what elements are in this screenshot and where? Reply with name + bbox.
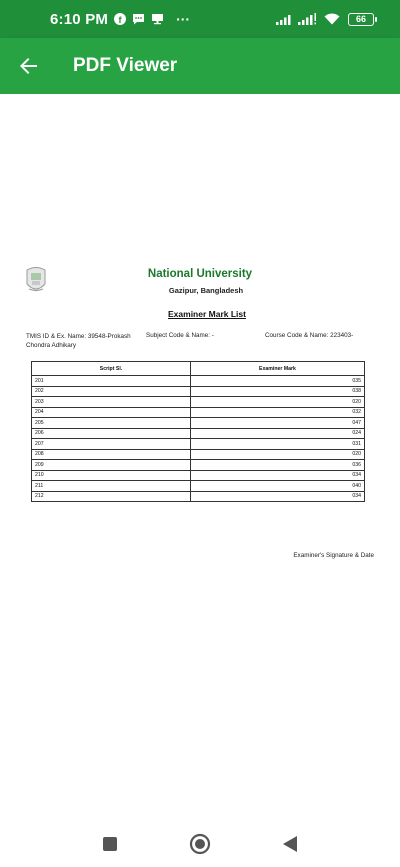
pdf-document[interactable] [0, 94, 400, 820]
table-row [32, 418, 365, 429]
mark-cell: 034 [191, 470, 365, 481]
table-row [32, 439, 365, 450]
mark-cell: 034 [191, 491, 365, 502]
signature-line: Examiner's Signature & Date [293, 552, 374, 559]
status-left [50, 11, 190, 28]
university-city: Gazipur, Bangladesh [168, 286, 244, 295]
script-cell: 207 [32, 439, 191, 450]
script-cell: 211 [32, 481, 191, 492]
tmis-info: TMIS ID & Ex. Name: 39548-Prokash Chondra Adhikary [26, 333, 131, 349]
mark-cell: 020 [191, 449, 365, 460]
signal-icon [298, 13, 318, 25]
university-name: National University [147, 268, 253, 280]
table-row [32, 386, 365, 397]
script-cell: 212 [32, 491, 191, 502]
table-row [32, 449, 365, 460]
script-cell: 205 [32, 418, 191, 429]
more-notifications: ··· [176, 11, 191, 27]
app-title: PDF Viewer [73, 55, 178, 76]
script-cell: 206 [32, 428, 191, 439]
mark-cell: 047 [191, 418, 365, 429]
script-cell: 210 [32, 470, 191, 481]
table-row [32, 491, 365, 502]
column-header-mark: Examiner Mark [191, 362, 365, 376]
script-cell: 208 [32, 449, 191, 460]
column-header-script: Script Sl. [32, 362, 191, 376]
table-row [32, 460, 365, 471]
recents-button[interactable] [98, 832, 122, 856]
script-cell: 202 [32, 386, 191, 397]
document-heading: Examiner Mark List [168, 309, 246, 319]
back-button[interactable] [0, 38, 58, 94]
script-cell: 203 [32, 397, 191, 408]
mark-cell: 035 [191, 376, 365, 387]
table-row [32, 407, 365, 418]
signal-icon [276, 13, 294, 25]
svg-text:f: f [118, 15, 122, 25]
mark-cell: 020 [191, 397, 365, 408]
table-header-row [32, 362, 365, 376]
status-bar [0, 0, 400, 38]
square-icon [102, 836, 118, 852]
back-nav-button[interactable] [278, 832, 302, 856]
mark-cell: 031 [191, 439, 365, 450]
mark-cell: 038 [191, 386, 365, 397]
chat-icon [132, 13, 145, 25]
mark-cell: 024 [191, 428, 365, 439]
triangle-back-icon [282, 835, 298, 853]
table-row [32, 481, 365, 492]
circle-icon [189, 833, 211, 855]
mark-table [31, 361, 365, 502]
script-cell: 201 [32, 376, 191, 387]
facebook-icon [114, 13, 126, 25]
mark-cell: 040 [191, 481, 365, 492]
battery-icon [348, 13, 374, 26]
table-row [32, 397, 365, 408]
mark-cell: 032 [191, 407, 365, 418]
status-time: 6:10 PM [50, 10, 109, 28]
table-row [32, 470, 365, 481]
subject-info: Subject Code & Name: - [146, 332, 214, 339]
home-button[interactable] [188, 832, 212, 856]
monitor-icon [151, 13, 164, 25]
table-row [32, 428, 365, 439]
app-bar [0, 38, 400, 94]
wifi-icon [324, 13, 340, 25]
script-cell: 209 [32, 460, 191, 471]
battery-level: 66 [355, 14, 366, 24]
arrow-left-icon [20, 57, 38, 75]
course-info: Course Code & Name: 223403- [265, 332, 354, 339]
navigation-bar [0, 820, 400, 867]
mark-cell: 036 [191, 460, 365, 471]
table-row [32, 376, 365, 387]
status-right [276, 13, 374, 26]
script-cell: 204 [32, 407, 191, 418]
